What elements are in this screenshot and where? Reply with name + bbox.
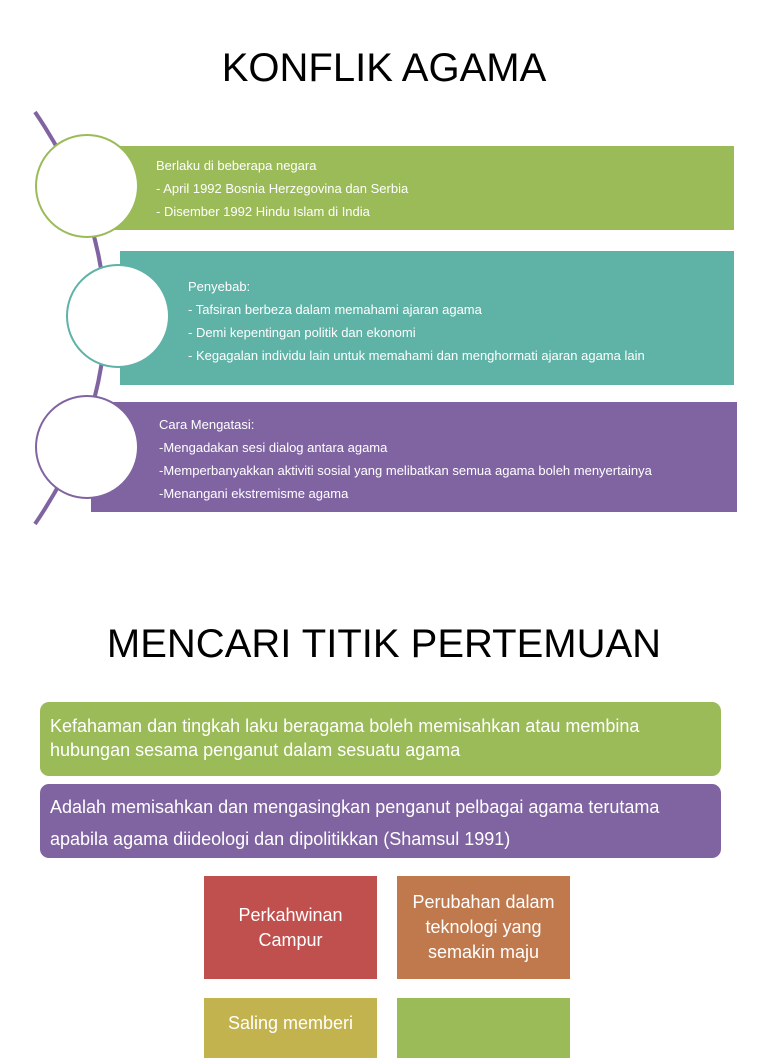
item-line: -Menangani ekstremisme agama xyxy=(159,486,349,501)
item-line: Berlaku di beberapa negara xyxy=(156,158,317,173)
info-box-memisahkan: Adalah memisahkan dan mengasingkan penganut pelbagai agama terutama apabila agama diideologi dan dipolitikkan (Shamsul 1991) xyxy=(40,784,721,858)
tile-perkahwinan-campur: Perkahwinan Campur xyxy=(204,876,377,979)
item-line: - Tafsiran berbeza dalam memahami ajaran agama xyxy=(188,302,482,317)
tile-perubahan-teknologi: Perubahan dalam teknologi yang semakin maju xyxy=(397,876,570,979)
info-box-kefahaman: Kefahaman dan tingkah laku beragama boleh memisahkan atau membina hubungan sesama penganut dalam sesuatu agama xyxy=(40,702,721,776)
item-line: Penyebab: xyxy=(188,279,251,294)
timeline-item-penyebab xyxy=(120,251,734,385)
item-line: - Demi kepentingan politik dan ekonomi xyxy=(188,325,416,340)
slide1-title: KONFLIK AGAMA xyxy=(221,46,547,90)
tile-empty xyxy=(397,998,570,1058)
item-line: -Memperbanyakkan aktiviti sosial yang melibatkan semua agama boleh menyertainya xyxy=(159,463,652,478)
timeline-circle xyxy=(66,264,170,368)
timeline-item-negara xyxy=(112,146,734,230)
timeline-circle xyxy=(35,395,139,499)
item-line: -Mengadakan sesi dialog antara agama xyxy=(159,440,388,455)
tile-saling-memberi: Saling memberi xyxy=(204,998,377,1058)
item-line: - April 1992 Bosnia Herzegovina dan Serbia xyxy=(156,181,409,196)
slide2-title: MENCARI TITIK PERTEMUAN xyxy=(106,622,662,666)
timeline-item-cara-mengatasi xyxy=(91,402,737,512)
timeline-circle xyxy=(35,134,139,238)
item-line: Cara Mengatasi: xyxy=(159,417,255,432)
item-line: - Disember 1992 Hindu Islam di India xyxy=(156,204,370,219)
item-line: - Kegagalan individu lain untuk memahami dan menghormati ajaran agama lain xyxy=(188,348,645,363)
